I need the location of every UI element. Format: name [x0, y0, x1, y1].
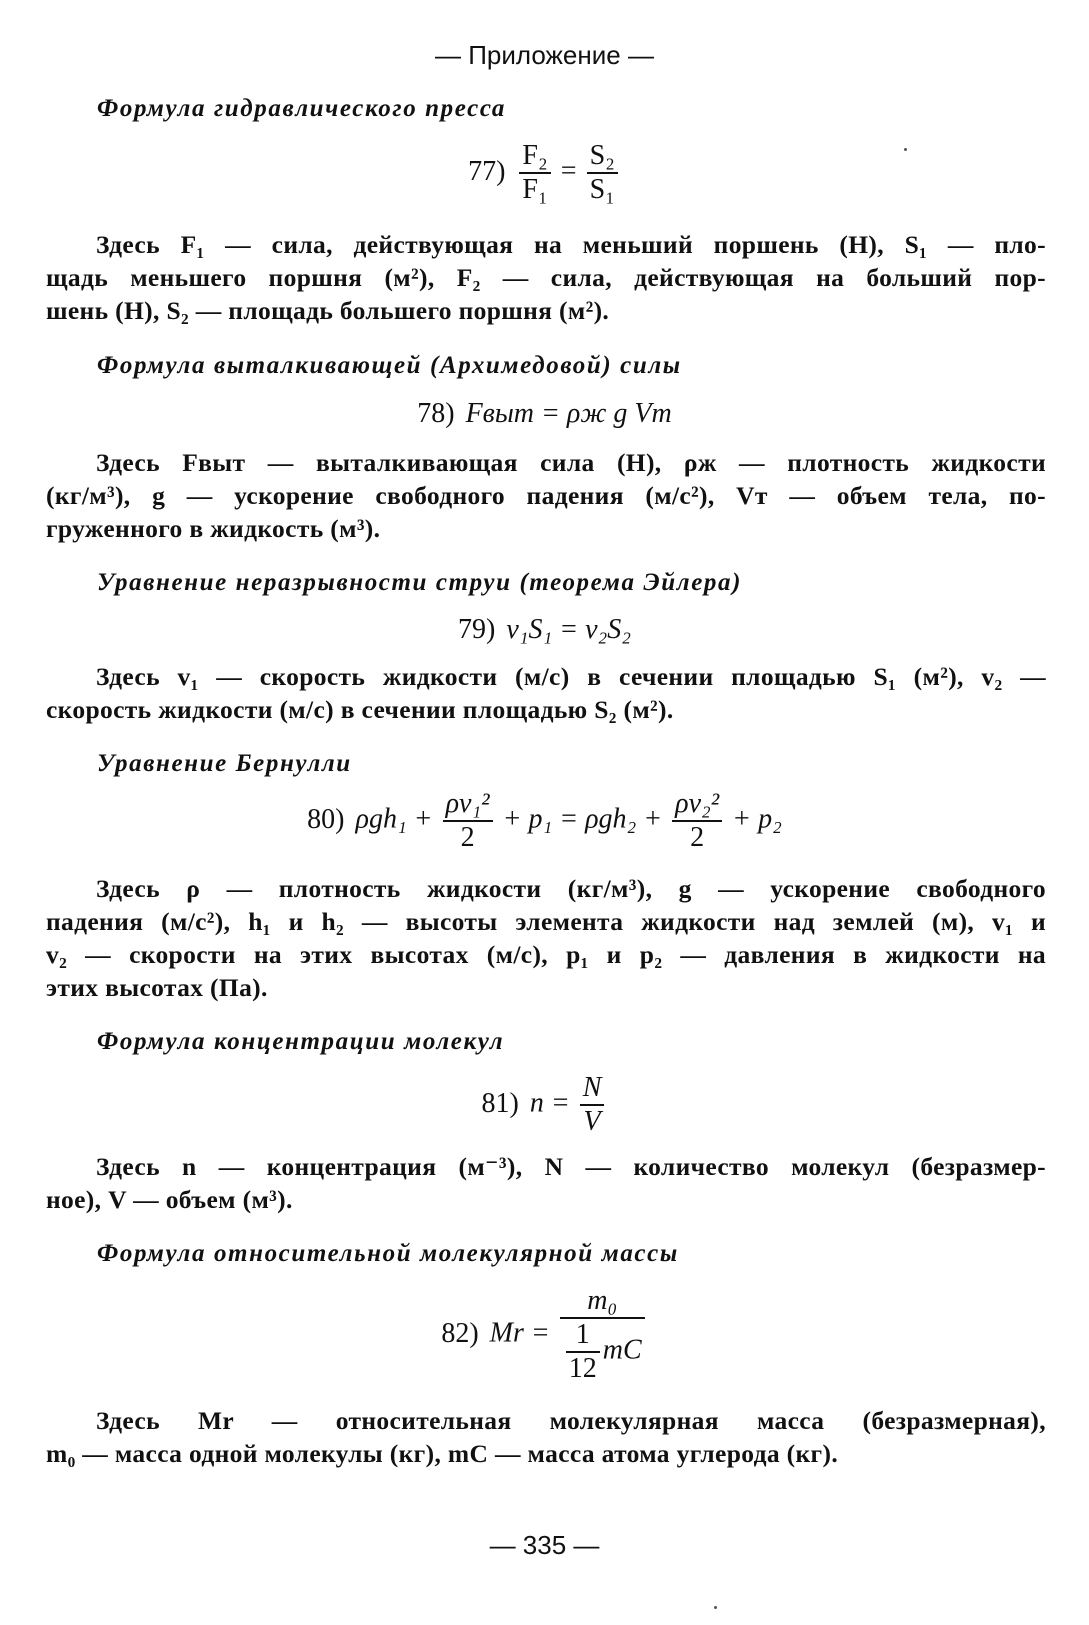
section-heading-archimedes: Формула выталкивающей (Архимедовой) силы: [97, 352, 682, 379]
scan-speck: [714, 1606, 717, 1609]
scan-speck: [904, 148, 907, 151]
explanation-78: Здесь Fвыт — выталкивающая сила (Н), ρж — плотность жидкости (кг/м³), g — ускорение свободного падения (м/с²), Vт — объем тела, по- груженного в жидкость (м³).: [46, 448, 1046, 543]
equation-80: 80) ρgh₁ + $\frac{\text{ρv₁²}}{2}$ + p₁ = ρgh₂ + $\frac{\text{ρv₂²}}{2}$ + p₂: [307, 788, 782, 854]
fraction-force: $\frac{\text{F₂}}{\text{F₁}}$: [519, 140, 550, 206]
explanation-82: Здесь Mr — относительная молекулярная масса (безразмерная), m₀ — масса одной молекулы (кг), mC — масса атома углерода (кг).: [46, 1406, 1046, 1468]
section-heading-continuity: Уравнение неразрывности струи (теорема Эйлера): [97, 569, 743, 596]
equation-82: 82) Mr = m₀ $\frac{1}{12}$ mC: [0, 1285, 1089, 1386]
equation-number: 77): [468, 155, 506, 187]
explanation-79: Здесь v₁ — скорость жидкости (м/с) в сечении площадью S₁ (м²), v₂ — скорость жидкости (м/с) в сечении площадью S₂ (м²).: [46, 662, 1046, 724]
running-head: — Приложение —: [435, 40, 654, 70]
equation-78: 78) Fвыт = ρж g Vт: [417, 398, 672, 429]
section-heading-concentration: Формула концентрации молекул: [97, 1028, 505, 1055]
equation-79: 79) v₁S₁ = v₂S₂: [457, 614, 631, 645]
explanation-81: Здесь n — концентрация (м⁻³), N — количество молекул (безразмер- ное), V — объем (м³).: [46, 1152, 1046, 1214]
equals-sign: =: [560, 155, 577, 187]
section-heading-hydraulic-press: Формула гидравлического пресса: [97, 95, 506, 122]
page-number: — 335 —: [489, 1530, 600, 1560]
explanation-77: Здесь F₁ — сила, действующая на меньший поршень (Н), S₁ — пло- щадь меньшего поршня (м²), F₂ — сила, действующая на больший пор- шень (Н), S₂ — площадь большего поршня (м²).: [46, 230, 1046, 325]
equation-81: 81) n = $\frac{N}{V}$: [0, 1072, 1089, 1138]
fraction-area: $\frac{\text{S₂}}{\text{S₁}}$: [587, 140, 618, 206]
section-heading-bernoulli: Уравнение Бернулли: [97, 750, 352, 777]
explanation-80: Здесь ρ — плотность жидкости (кг/м³), g — ускорение свободного падения (м/с²), h₁ и h₂ — высоты элемента жидкости над землей (м), v₁ и v₂ — скорости на этих высотах (м/с), p₁ и p₂ — давления в жидкости на этих высотах (Па).: [46, 874, 1046, 1002]
section-heading-molecular-mass: Формула относительной молекулярной массы: [97, 1240, 679, 1267]
equation-77: [0, 140, 1089, 206]
